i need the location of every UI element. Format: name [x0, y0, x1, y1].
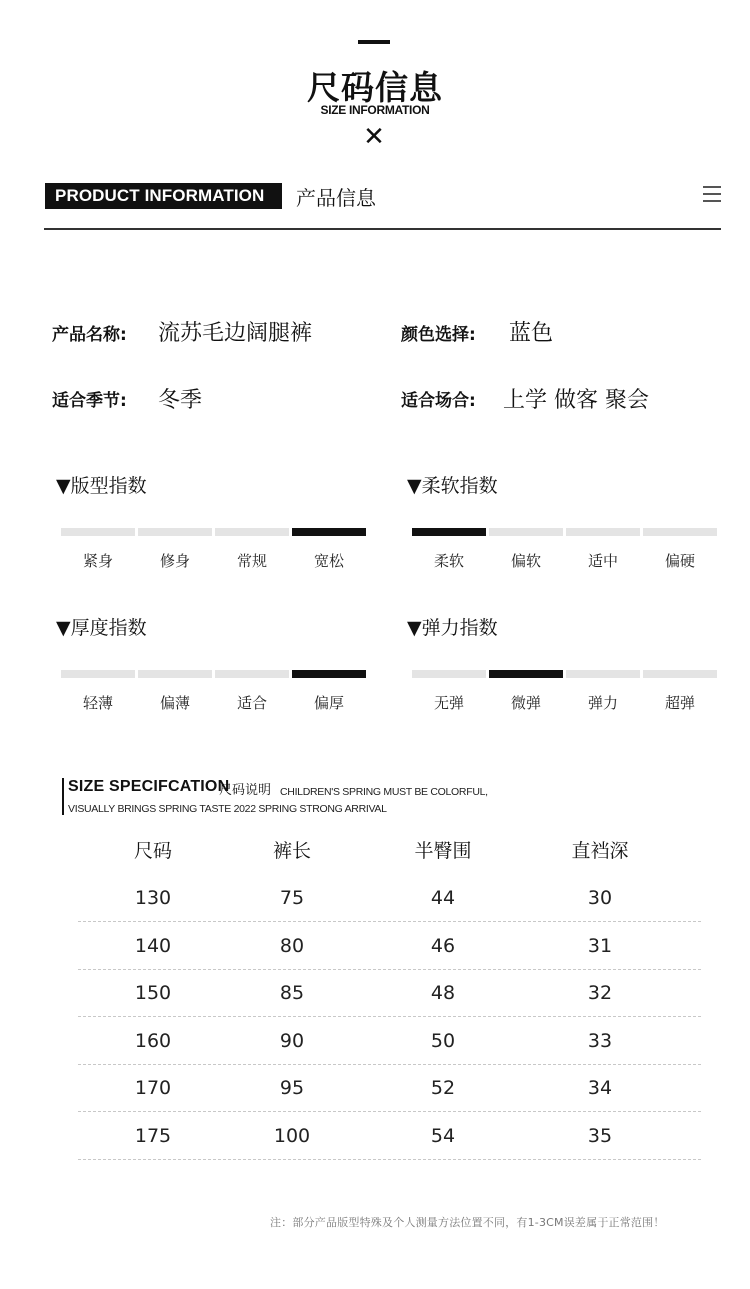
color-value: 蓝色: [509, 321, 554, 346]
size-spec-title-cn: 尺码说明: [219, 783, 272, 798]
index-title: ▼厚度指数: [56, 617, 147, 639]
index-level-label: 修身: [159, 552, 190, 570]
season-value: 冬季: [158, 388, 203, 413]
table-cell: 52: [430, 1077, 456, 1100]
index-level-label: 弹力: [587, 694, 618, 712]
table-cell: 160: [134, 1029, 172, 1052]
table-cell: 34: [587, 1077, 613, 1100]
index-level-label: 偏硬: [664, 552, 695, 570]
menu-icon: [703, 186, 721, 202]
table-header-cell: 尺码: [133, 840, 172, 862]
table-cell: 44: [430, 887, 456, 909]
table-cell: 85: [279, 982, 305, 1005]
table-cell: 32: [587, 982, 613, 1005]
index-level-label: 微弹: [510, 694, 541, 712]
index-level-label: 宽松: [313, 552, 344, 570]
top-dash-divider: [358, 40, 390, 44]
table-cell: 80: [279, 934, 305, 957]
index-segment: [138, 528, 212, 536]
index-segment: [215, 670, 289, 678]
index-segment-selected: [292, 670, 366, 678]
index-segment: [643, 528, 717, 536]
index-level-label: 轻薄: [82, 694, 113, 712]
table-cell: 35: [587, 1125, 613, 1147]
index-level-label: 偏薄: [159, 694, 190, 712]
index-segment: [215, 528, 289, 536]
table-cell: 150: [134, 982, 172, 1005]
table-cell: 54: [430, 1125, 456, 1147]
index-segment: [566, 528, 640, 536]
color-label: 颜色选择:: [401, 325, 476, 345]
index-segment: [412, 670, 486, 678]
product-name-label: 产品名称:: [52, 325, 127, 345]
table-cell: 100: [273, 1125, 311, 1147]
table-cell: 130: [134, 887, 172, 909]
index-level-label: 柔软: [433, 552, 464, 570]
table-row-divider: [78, 1064, 701, 1065]
product-name-value: 流苏毛边阔腿裤: [158, 321, 313, 346]
product-information-tag: PRODUCT INFORMATION: [45, 183, 282, 209]
table-cell: 48: [430, 982, 456, 1005]
table-cell: 170: [134, 1077, 172, 1100]
index-level-label: 适中: [587, 552, 618, 570]
size-spec-title: SIZE SPECIFCATION: [68, 778, 230, 795]
index-level-label: 适合: [236, 694, 267, 712]
index-title: ▼版型指数: [56, 475, 147, 497]
table-header-cell: 直裆深: [571, 840, 629, 862]
occasion-value: 上学 做客 聚会: [503, 388, 649, 413]
table-cell: 90: [279, 1029, 305, 1052]
index-level-label: 偏厚: [313, 694, 344, 712]
table-row-divider: [78, 969, 701, 970]
index-segment: [643, 670, 717, 678]
table-header-cell: 裤长: [272, 840, 311, 862]
index-segment-selected: [412, 528, 486, 536]
table-cell: 140: [134, 934, 172, 957]
table-row-divider: [78, 1016, 701, 1017]
table-cell: 33: [587, 1029, 613, 1052]
occasion-label: 适合场合:: [401, 391, 476, 411]
index-segment-selected: [489, 670, 563, 678]
size-spec-desc-line1: CHILDREN'S SPRING MUST BE COLORFUL,: [280, 786, 488, 798]
table-cell: 46: [430, 934, 456, 957]
spec-accent-line: [62, 778, 64, 815]
table-header-cell: 半臀围: [414, 840, 472, 862]
index-title: ▼弹力指数: [407, 617, 498, 639]
table-cell: 30: [587, 887, 613, 909]
index-segment: [566, 670, 640, 678]
table-cell: 75: [279, 887, 305, 909]
index-segment: [489, 528, 563, 536]
index-segment: [61, 528, 135, 536]
size-spec-desc-line2: VISUALLY BRINGS SPRING TASTE 2022 SPRING STRONG ARRIVAL: [68, 803, 387, 815]
index-level-label: 超弹: [664, 694, 695, 712]
index-segment-selected: [292, 528, 366, 536]
page-title: 尺码信息: [307, 68, 443, 107]
index-title: ▼柔软指数: [407, 475, 498, 497]
table-row-divider: [78, 1111, 701, 1112]
index-level-label: 无弹: [433, 694, 464, 712]
season-label: 适合季节:: [52, 391, 127, 411]
table-cell: 31: [587, 934, 613, 957]
index-level-label: 常规: [236, 552, 267, 570]
table-row-divider: [78, 921, 701, 922]
index-segment: [138, 670, 212, 678]
footnote: 注：部分产品版型特殊及个人测量方法位置不同，有1-3CM误差属于正常范围！: [270, 1216, 665, 1229]
table-row-divider: [78, 1159, 701, 1160]
index-segment: [61, 670, 135, 678]
index-level-label: 偏软: [510, 552, 541, 570]
x-mark-icon: ✕: [363, 122, 385, 152]
table-cell: 175: [134, 1125, 172, 1147]
product-information-cn: 产品信息: [296, 186, 376, 210]
index-level-label: 紧身: [82, 552, 113, 570]
table-cell: 50: [430, 1029, 456, 1052]
table-cell: 95: [279, 1077, 305, 1100]
header-rule: [44, 228, 721, 230]
page-subtitle: SIZE INFORMATION: [320, 103, 430, 117]
